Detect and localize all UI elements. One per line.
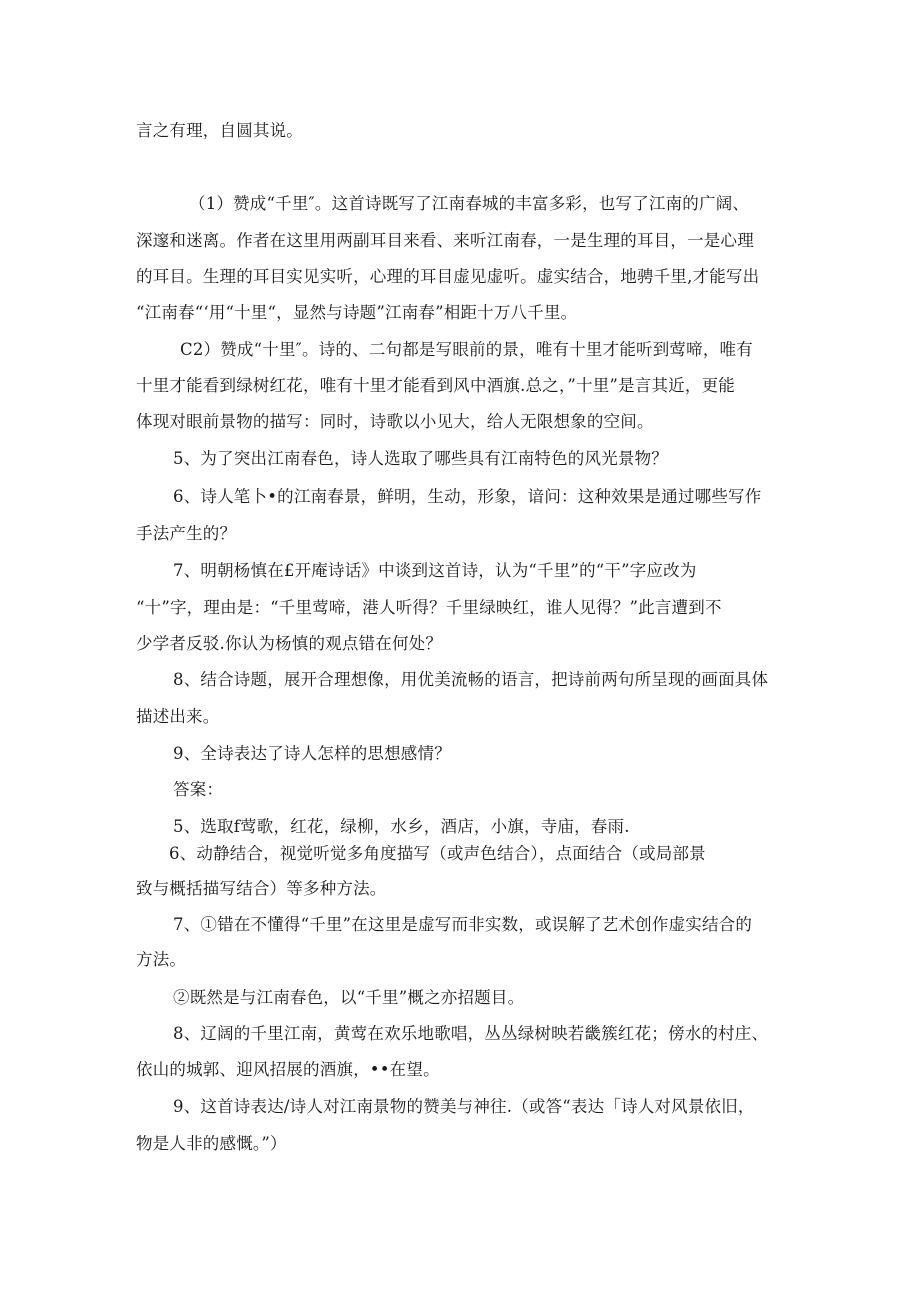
answer-8: 8、辽阔的千里江南，黄莺在欢乐地歌唱，丛丛绿树映若畿簇红花；傍水的村庄、 xyxy=(173,1024,769,1043)
answer-6: 6、动静结合，视觉听觉多角度描写（或声色结合），点面结合（或局部景 xyxy=(169,844,706,863)
question-8: 8、结合诗题，展开合理想像，用优美流畅的语言，把诗前两句所呈现的画面具体 xyxy=(173,670,769,689)
text-line: “江南春“‘用“十里“，显然与诗题”江南春”相距十万八千里。 xyxy=(136,303,578,322)
text-line: 体现对眼前景物的描写：同时，诗歌以小见大，给人无限想象的空间。 xyxy=(136,412,654,431)
text-line: 深邃和迷离。作者在这里用两副耳目来看、来听江南春，一是生理的耳目，一是心理 xyxy=(136,231,754,250)
text-line: 描述出来。 xyxy=(136,707,220,726)
answer-7: 7、①错在不懂得“千里”在这里是虚写而非实数，或误解了艺术创作虚实结合的 xyxy=(173,915,753,934)
text-line: 方法。 xyxy=(136,950,187,969)
question-6: 6、诗人笔卜•的江南春景，鲜明，生动，形象，谙问：这种效果是通过哪些写作 xyxy=(173,487,762,506)
text-line: 十里才能看到绿树红花，唯有十里才能看到风中酒旗.总之，”十里”是言其近，更能 xyxy=(136,376,735,395)
text-line: （1）赞成“千里″。这首诗既写了江南春城的丰富多彩，也写了江南的广阔、 xyxy=(189,194,750,213)
text-line: 致与概括描写结合）等多种方法。 xyxy=(136,879,387,898)
text-line: 依山的城郭、迎风招展的酒旗，••在望。 xyxy=(136,1060,440,1079)
text-line: 物是人非的感慨。”） xyxy=(136,1134,287,1153)
question-9: 9、全诗表达了诗人怎样的思想感情？ xyxy=(173,744,451,763)
answers-heading: 答案： xyxy=(173,780,224,799)
question-5: 5、为了突出江南春色，诗人选取了哪些具有江南特色的风光景物？ xyxy=(173,449,668,468)
text-line: 手法产生的？ xyxy=(136,524,237,543)
question-7: 7、明朝杨慎在£开庵诗话》中谈到这首诗，认为“千里”的“干”字应改为 xyxy=(173,561,697,580)
answer-5: 5、选取f莺歌，红花，绿柳，水乡，酒店，小旗，寺庙，春雨. xyxy=(173,817,630,836)
text-line: “十”字，理由是：“千里莺啼，港人听得？千里绿映红，谁人见得？”此言遭到不 xyxy=(136,598,722,617)
text-line: 言之有理，自圆其说。 xyxy=(136,121,303,140)
text-line: 少学者反驳.你认为杨慎的观点错在何处？ xyxy=(136,634,443,653)
answer-9: 9、这首诗表达/诗人对江南景物的赞美与神往.（或答“表达「诗人对风景依旧， xyxy=(173,1097,755,1116)
answer-7-part-2: ②既然是与江南春色，以“千里”概之亦招题目。 xyxy=(173,988,525,1007)
text-line: 的耳目。生理的耳目实见实听，心理的耳目虚见虚听。虚实结合，地骋千里,才能写出 xyxy=(136,267,760,286)
text-line: C2）赞成“十里″。诗的、二句都是写眼前的景，唯有十里才能听到莺啼，唯有 xyxy=(180,340,753,359)
